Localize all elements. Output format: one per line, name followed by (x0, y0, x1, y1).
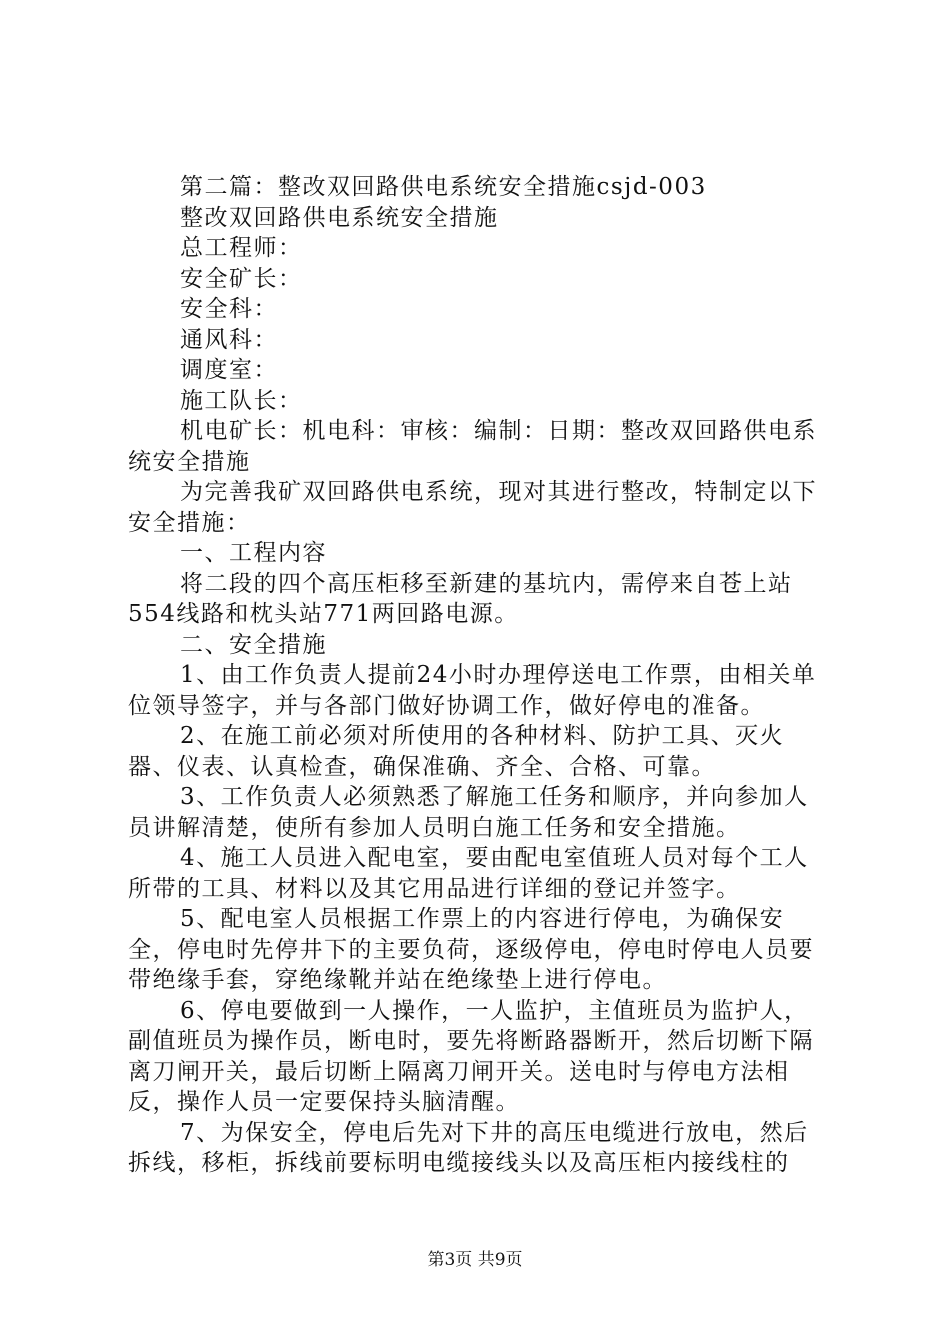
signature-line: 机电矿长：机电科：审核：编制：日期：整改双回路供电系统安全措施 (128, 418, 817, 475)
heading-safety-measures: 二、安全措施 (180, 631, 327, 658)
document-body (128, 172, 832, 1179)
document-title: 整改双回路供电系统安全措施 (180, 204, 499, 231)
heading-project-content: 一、工程内容 (180, 540, 327, 566)
section-title: 第二篇：整改双回路供电系统安全措施csjd-003 (180, 174, 707, 200)
measure-6: 6、停电要做到一人操作，一人监护，主值班员为监护人，副值班员为操作员，断电时，要先将断路器断开，然后切断下隔离刀闸开关，最后切断上隔离刀闸开关。送电时与停电方法相反，操作人员一定要保持头脑清醒。 (128, 997, 814, 1115)
page-footer: 第3页 共9页 (427, 1250, 523, 1270)
project-content-paragraph: 将二段的四个高压柜移至新建的基坑内，需停来自苍上站554线路和枕头站771两回路电源。 (128, 570, 793, 627)
signature-dispatch-room: 调度室： (180, 357, 278, 383)
signature-ventilation-dept: 通风科： (180, 326, 278, 353)
measure-2: 2、在施工前必须对所使用的各种材料、防护工具、灭火器、仪表、认真检查，确保准确、齐全、合格、可靠。 (128, 723, 785, 780)
signature-construction-leader: 施工队长： (180, 387, 303, 414)
measure-3: 3、工作负责人必须熟悉了解施工任务和顺序，并向参加人员讲解清楚，使所有参加人员明白施工任务和安全措施。 (128, 784, 809, 841)
signature-chief-engineer: 总工程师： (180, 235, 303, 261)
intro-paragraph: 为完善我矿双回路供电系统，现对其进行整改，特制定以下安全措施： (128, 479, 817, 536)
measure-4: 4、施工人员进入配电室，要由配电室值班人员对每个工人所带的工具、材料以及其它用品进行详细的登记并签字。 (128, 845, 809, 902)
measure-1: 1、由工作负责人提前24小时办理停送电工作票，由相关单位领导签字，并与各部门做好协调工作，做好停电的准备。 (128, 662, 817, 719)
measure-7: 7、为保安全，停电后先对下井的高压电缆进行放电，然后拆线，移柜，拆线前要标明电缆接线头以及高压柜内接线柱的 (128, 1119, 809, 1176)
signature-safety-dept: 安全科： (180, 296, 278, 322)
signature-safety-director: 安全矿长： (180, 265, 303, 292)
measure-5: 5、配电室人员根据工作票上的内容进行停电，为确保安全，停电时先停井下的主要负荷，逐级停电，停电时停电人员要带绝缘手套，穿绝缘靴并站在绝缘垫上进行停电。 (128, 906, 814, 993)
